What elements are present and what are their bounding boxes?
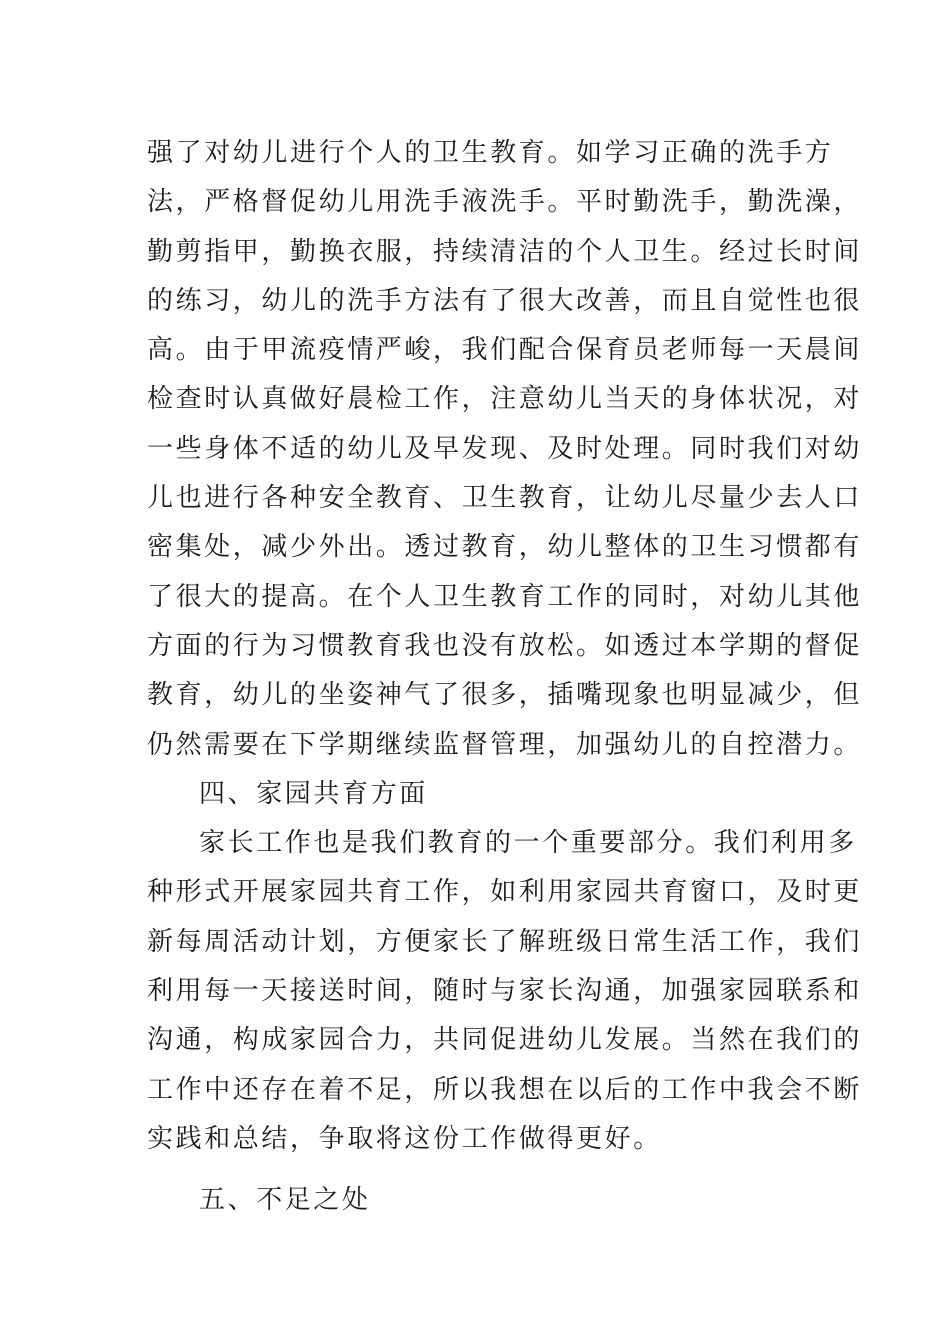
paragraph-line: 高。由于甲流疫情严峻，我们配合保育员老师每一天晨间 xyxy=(147,335,863,366)
paragraph-line: 家长工作也是我们教育的一个重要部分。我们利用多 xyxy=(199,828,857,859)
paragraph-line: 法，严格督促幼儿用洗手液洗手。平时勤洗手，勤洗澡， xyxy=(147,187,863,218)
paragraph-line: 沟通，构成家园合力，共同促进幼儿发展。当然在我们的 xyxy=(147,1025,863,1056)
paragraph-line: 工作中还存在着不足，所以我想在以后的工作中我会不断 xyxy=(147,1074,863,1105)
paragraph-line: 教育，幼儿的坐姿神气了很多，插嘴现象也明显减少，但 xyxy=(147,680,863,711)
paragraph-line: 方面的行为习惯教育我也没有放松。如透过本学期的督促 xyxy=(147,630,863,661)
paragraph-line: 勤剪指甲，勤换衣服，持续清洁的个人卫生。经过长时间 xyxy=(147,236,863,267)
section-heading-home-school: 四、家园共育方面 xyxy=(199,778,428,809)
paragraph-line: 利用每一天接送时间，随时与家长沟通，加强家园联系和 xyxy=(147,976,863,1007)
paragraph-line: 强了对幼儿进行个人的卫生教育。如学习正确的洗手方 xyxy=(147,138,834,168)
paragraph-line: 儿也进行各种安全教育、卫生教育，让幼儿尽量少去人口 xyxy=(147,483,863,514)
paragraph-line: 了很大的提高。在个人卫生教育工作的同时，对幼儿其他 xyxy=(147,581,863,612)
paragraph-line: 新每周活动计划，方便家长了解班级日常生活工作，我们 xyxy=(147,926,863,957)
paragraph-hygiene-education xyxy=(147,132,863,773)
document-body xyxy=(147,132,863,1229)
paragraph-line: 一些身体不适的幼儿及早发现、及时处理。同时我们对幼 xyxy=(147,433,863,464)
paragraph-line: 检查时认真做好晨检工作，注意幼儿当天的身体状况，对 xyxy=(147,384,863,415)
paragraph-line: 实践和总结，争取将这份工作做得更好。 xyxy=(147,1123,662,1154)
paragraph-line: 种形式开展家园共育工作，如利用家园共育窗口，及时更 xyxy=(147,877,863,908)
paragraph-parent-work xyxy=(147,822,863,1167)
paragraph-line: 的练习，幼儿的洗手方法有了很大改善，而且自觉性也很 xyxy=(147,285,863,316)
section-heading-shortcomings: 五、不足之处 xyxy=(199,1185,371,1216)
paragraph-line: 仍然需要在下学期继续监督管理，加强幼儿的自控潜力。 xyxy=(147,729,863,760)
paragraph-line: 密集处，减少外出。透过教育，幼儿整体的卫生习惯都有 xyxy=(147,532,863,563)
